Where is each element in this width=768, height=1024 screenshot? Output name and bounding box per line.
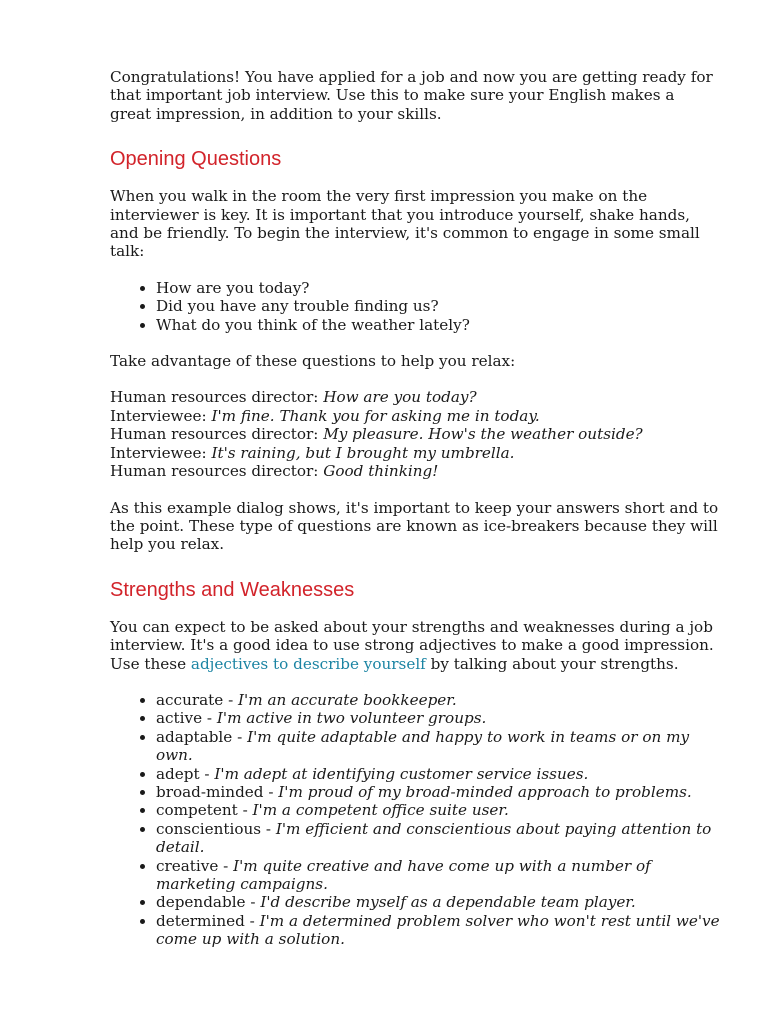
dialog-speaker: Human resources director: xyxy=(110,462,324,481)
dialog-text: It's raining, but I brought my umbrella. xyxy=(211,443,515,462)
dialog-text: How are you today? xyxy=(323,388,477,407)
list-item xyxy=(156,728,720,765)
adjective-word: creative - xyxy=(156,856,234,875)
dialog-speaker: Interviewee: xyxy=(110,443,212,462)
list-item xyxy=(156,709,720,727)
list-item xyxy=(156,820,720,857)
list-item xyxy=(156,691,720,709)
adjective-example: I'd describe myself as a dependable team player. xyxy=(260,893,636,912)
adjective-example: I'm proud of my broad-minded approach to problems. xyxy=(278,782,692,801)
dialog-speaker: Human resources director: xyxy=(110,425,324,444)
adjective-example: I'm quite adaptable and happy to work in teams or on my own. xyxy=(156,727,690,765)
intro-paragraph: Congratulations! You have applied for a job and now you are getting ready for that important job interview. Use this to make sure your English makes a great impression, in addition to your skills. xyxy=(110,68,713,123)
list-item: • How are you today? xyxy=(156,279,720,297)
dialog-speaker: Human resources director: xyxy=(110,388,324,407)
example-dialog xyxy=(110,388,720,480)
strengths-text-after: by talking about your strengths. xyxy=(425,654,679,673)
adjective-example: I'm a competent office suite user. xyxy=(252,801,509,820)
adjective-word: broad-minded - xyxy=(156,782,279,801)
strengths-weaknesses-heading: Strengths and Weaknesses xyxy=(110,578,355,601)
adjective-word: dependable - xyxy=(156,893,261,912)
dialog-text: I'm fine. Thank you for asking me in today. xyxy=(211,406,540,425)
opening-questions-heading: Opening Questions xyxy=(110,148,282,171)
dialog-line xyxy=(110,425,720,443)
relax-lead: Take advantage of these questions to help you relax: xyxy=(110,352,516,371)
adjective-word: competent - xyxy=(156,801,253,820)
adjective-example: I'm adept at identifying customer service issues. xyxy=(214,764,589,783)
dialog-text: Good thinking! xyxy=(323,462,439,481)
list-item xyxy=(156,857,720,894)
list-item xyxy=(156,893,720,911)
adjective-example: I'm an accurate bookkeeper. xyxy=(238,690,457,709)
adjective-example: I'm efficient and conscientious about paying attention to detail. xyxy=(156,819,712,857)
dialog-line xyxy=(110,444,720,462)
opening-paragraph: When you walk in the room the very first impression you make on the interviewer is key. It is important that you introduce yourself, shake hands, and be friendly. To begin the interview, it's common to engage in some small talk: xyxy=(110,187,700,261)
document-body xyxy=(110,68,720,949)
adjectives-link[interactable]: adjectives to describe yourself xyxy=(190,654,426,673)
adjective-example: I'm active in two volunteer groups. xyxy=(216,709,487,728)
adjective-word: adept - xyxy=(156,764,215,783)
strengths-paragraph xyxy=(110,618,720,673)
adjective-word: adaptable - xyxy=(156,727,248,746)
list-item xyxy=(156,801,720,819)
list-item: • What do you think of the weather lately? xyxy=(156,316,720,334)
adjective-word: active - xyxy=(156,709,217,728)
adjective-word: conscientious - xyxy=(156,819,276,838)
ice-breaker-paragraph: As this example dialog shows, it's important to keep your answers short and to the point. These type of questions are known as ice-breakers because they will help you relax. xyxy=(110,498,719,554)
adjective-example: I'm a determined problem solver who won't rest until we've come up with a solution. xyxy=(156,911,720,949)
adjective-word: determined - xyxy=(156,911,260,930)
dialog-speaker: Interviewee: xyxy=(110,406,212,425)
adjective-example: I'm quite creative and have come up with a number of marketing campaigns. xyxy=(156,856,651,893)
adjectives-list xyxy=(110,691,720,949)
dialog-text: My pleasure. How's the weather outside? xyxy=(323,425,643,444)
dialog-line xyxy=(110,462,720,480)
list-item: • Did you have any trouble finding us? xyxy=(156,297,720,315)
list-item xyxy=(156,912,720,949)
list-item xyxy=(156,783,720,801)
dialog-line xyxy=(110,407,720,425)
dialog-line xyxy=(110,388,720,406)
small-talk-list xyxy=(110,279,720,334)
strengths-text-before: You can expect to be asked about your strengths and weaknesses during a job interview. It's a good idea to use strong adjectives to make a good impression. Use these xyxy=(110,617,714,673)
list-item xyxy=(156,765,720,783)
adjective-word: accurate - xyxy=(156,690,239,709)
